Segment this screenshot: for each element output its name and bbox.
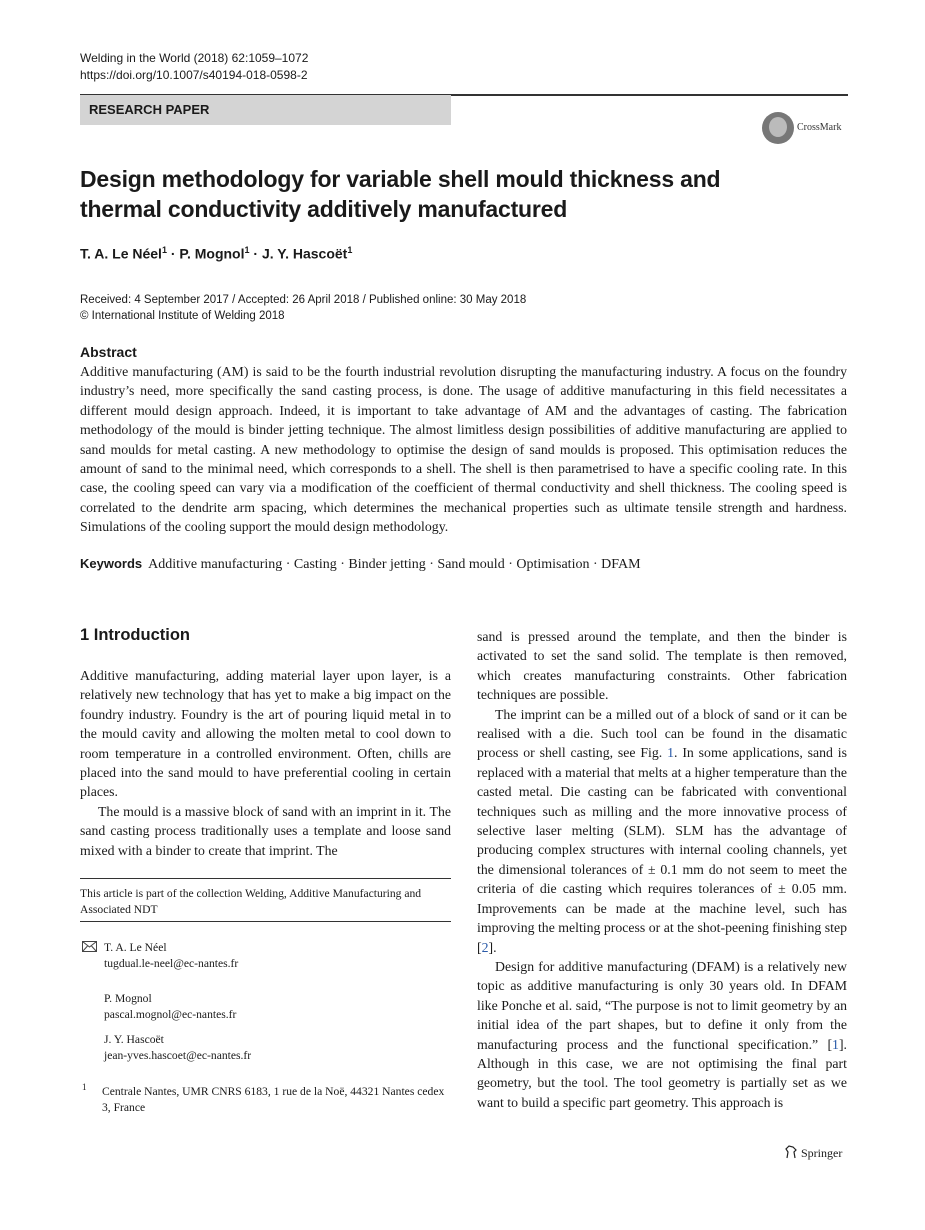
- paragraph: The mould is a massive block of sand with an imprint in it. The sand casting process traditionally uses a template and loose sand mixed with a binder to create that imprint. The: [80, 803, 451, 858]
- publication-dates: [80, 292, 526, 324]
- author-name[interactable]: T. A. Le Néel: [80, 245, 162, 262]
- author-affil: 1: [347, 245, 353, 255]
- author-name[interactable]: P. Mognol: [179, 245, 245, 262]
- text-run: ].: [488, 939, 497, 955]
- section-heading: 1 Introduction: [80, 626, 190, 644]
- publisher-name: Springer: [801, 1146, 843, 1160]
- text-run: Design for additive manufacturing (DFAM) is a relatively new topic as additive manufacturing is only 30 years old. In DFAM like Ponche et al. said, “The purpose is not to limit geometry by an initial idea of the part shapes, but to define it only from the manufacturing process and the functional specification.” [: [477, 958, 847, 1052]
- keywords-label: Keywords: [80, 556, 143, 571]
- author-separator: ·: [170, 245, 176, 262]
- footnote-rule: [80, 921, 451, 922]
- category-label: RESEARCH PAPER: [89, 102, 210, 117]
- author-affil: 1: [161, 245, 167, 255]
- left-column: [80, 666, 451, 860]
- abstract-text: Additive manufacturing (AM) is said to be the fourth industrial revolution disrupting the manufacturing industry. A focus on the foundry industry’s need, more specifically the sand casting process, is done. The usage of additive manufacturing in this field necessitates a different mould design approach. Indeed, it is important to take advantage of AM and the advantages of casting. The fabrication methodology of the mould is binder jetting technique. The almost limitless design possibilities of additive manufacturing are applied to sand moulds for metal casting. A new methodology to optimise the design of sand moulds is proposed. This optimisation reduces the amount of sand to the minimal need, which corresponds to a shell. The shell is then parametrised to have a specific cooling rate. In this case, the cooling speed can vary via a modification of the coefficient of thermal conductivity and shell thickness. The cooling speed is correlated to the dendrite arm spacing, which determines the mechanical properties such as ultimate tensile strength and hardness. Simulations of the cooling support the mould design methodology.: [80, 364, 847, 535]
- right-column: [477, 627, 847, 1112]
- springer-horse-icon: [785, 1145, 798, 1159]
- citation-link[interactable]: 1: [832, 1036, 839, 1052]
- contact-name: J. Y. Hascoët: [104, 1033, 164, 1046]
- affiliation-number: 1: [82, 1082, 87, 1092]
- contact-email[interactable]: pascal.mognol@ec-nantes.fr: [104, 1008, 237, 1021]
- contact-entry: [104, 991, 236, 1023]
- footnote-rule: [80, 878, 451, 879]
- keywords-text: Additive manufacturing · Casting · Binder jetting · Sand mould · Optimisation · DFAM: [148, 557, 641, 572]
- contact-entry: [104, 1032, 251, 1064]
- author-list: [80, 245, 352, 262]
- contact-name: T. A. Le Néel: [104, 941, 167, 954]
- figure-link[interactable]: 1: [667, 745, 675, 761]
- text-run: The imprint can be a milled out of a block of sand or it can be realised with a die. Such tool can be found in the disamatic process or shell casting, see Fig.: [477, 706, 847, 761]
- journal-info: [80, 50, 308, 84]
- envelope-icon: [82, 941, 97, 952]
- paragraph: sand is pressed around the template, and then the binder is activated to set the sand solid. The template is then removed, which creates manufacturing constraints. Other fabrication techniques are possible.: [477, 629, 847, 703]
- abstract-heading: Abstract: [80, 344, 137, 360]
- copyright-line: © International Institute of Welding 2018: [80, 310, 285, 322]
- text-run: ]. Although in this case, we are not optimising the final part geometry, but the tool. The tool geometry is partially set as we want to build a specific part geometry. This approach is: [477, 1036, 847, 1110]
- journal-citation: Welding in the World (2018) 62:1059–1072: [80, 51, 309, 65]
- contact-name: P. Mognol: [104, 992, 152, 1005]
- author-name[interactable]: J. Y. Hascoët: [261, 245, 348, 262]
- crossmark-badge[interactable]: [762, 112, 852, 146]
- crossmark-label: CrossMark: [797, 122, 842, 133]
- citation-link[interactable]: 2: [481, 939, 489, 955]
- crossmark-icon: [762, 112, 794, 144]
- contact-entry: [104, 940, 238, 972]
- paragraph: [477, 705, 847, 957]
- collection-note: This article is part of the collection Welding, Additive Manufacturing and Associated NDT: [80, 887, 422, 916]
- affiliation: Centrale Nantes, UMR CNRS 6183, 1 rue de la Noë, 44321 Nantes cedex 3, France: [102, 1085, 445, 1114]
- dates-line: Received: 4 September 2017 / Accepted: 26 April 2018 / Published online: 30 May 2018: [80, 294, 527, 306]
- contact-email[interactable]: jean-yves.hascoet@ec-nantes.fr: [104, 1049, 252, 1062]
- author-separator: ·: [253, 245, 259, 262]
- text-run: . In some applications, sand is replaced with a material that melts at a higher temperature than the casted metal. Die casting can be fabricated with conventional techniques such as milling and the more innovative process of selective laser melting (SLM). SLM has the advantage of producing complex structures with internal cooling channels, yet the dimensional tolerances of ± 0.1 mm do not seem to meet the criteria of die casting which requires tolerances of ± 0.05 mm. Improvements can be made at the machine level, such has improving the melting process or at the shot-peening finishing step [: [477, 745, 848, 955]
- keywords: [80, 556, 641, 573]
- doi-link[interactable]: https://doi.org/10.1007/s40194-018-0598-2: [80, 68, 308, 82]
- category-banner: [80, 95, 451, 125]
- paragraph: [477, 957, 847, 1112]
- paragraph: Additive manufacturing, adding material layer upon layer, is a relatively new technology that has yet to make a big impact on the foundry industry. Foundry is the art of pouring liquid metal in to the mould cavity and allowing the molten metal to cool down to room temperature in a controlled environment. Often, chills are placed into the sand mould to have preferential cooling in certain places.: [80, 668, 451, 800]
- contact-email[interactable]: tugdual.le-neel@ec-nantes.fr: [104, 957, 239, 970]
- publisher-logo: [785, 1145, 842, 1161]
- author-affil: 1: [244, 245, 250, 255]
- paper-title: Design methodology for variable shell mould thickness and thermal conductivity additively manufactured: [80, 166, 721, 222]
